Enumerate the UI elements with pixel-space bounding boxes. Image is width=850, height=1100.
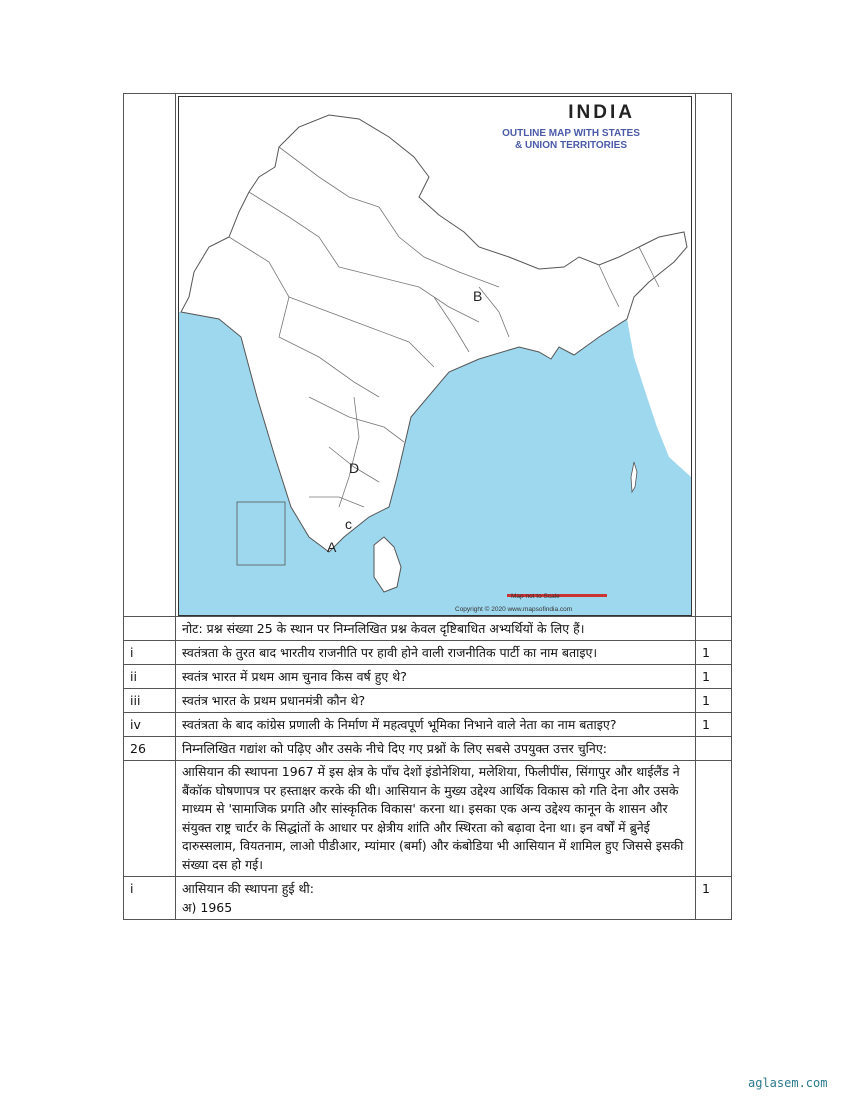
question-marks: 1: [696, 665, 732, 689]
map-cell: [176, 94, 696, 617]
map-label-a: A: [327, 539, 337, 555]
q26-sub-option: अ) 1965: [182, 900, 233, 915]
question-number: iii: [124, 689, 176, 713]
map-scale-note: Map not to Scale: [511, 593, 560, 600]
question-marks: 1: [696, 713, 732, 737]
question-marks: 1: [696, 689, 732, 713]
question-number: iv: [124, 713, 176, 737]
map-marks-cell: [696, 94, 732, 617]
footer-watermark: aglasem.com: [748, 1076, 828, 1090]
map-subtitle: [471, 128, 671, 152]
question-row: [124, 689, 732, 713]
map-num-cell: [124, 94, 176, 617]
map-row: [124, 94, 732, 617]
question-row: [124, 641, 732, 665]
q26-passage-row: [124, 761, 732, 877]
question-text: स्वतंत्रता के बाद कांग्रेस प्रणाली के निर्माण में महत्वपूर्ण भूमिका निभाने वाले नेता का नाम बताइए?: [176, 713, 696, 737]
map-subtitle-line1: OUTLINE MAP WITH STATES: [502, 128, 640, 139]
map-copyright: Copyright © 2020 www.mapsofindia.com: [455, 606, 573, 613]
map-label-d: D: [349, 460, 360, 476]
q26-sub-number: i: [124, 877, 176, 920]
note-row: [124, 617, 732, 641]
map-subtitle-line2: & UNION TERRITORIES: [514, 140, 628, 151]
question-paper-table: [123, 93, 732, 920]
note-text: नोट: प्रश्न संख्या 25 के स्थान पर निम्नलिखित प्रश्न केवल दृष्टिबाधित अभ्यर्थियों के लिए हैं।: [176, 617, 696, 641]
question-number: i: [124, 641, 176, 665]
question-number: ii: [124, 665, 176, 689]
q26-sub-marks: 1: [696, 877, 732, 920]
question-text: स्वतंत्र भारत में प्रथम आम चुनाव किस वर्ष हुए थे?: [176, 665, 696, 689]
question-text: स्वतंत्र भारत के प्रथम प्रधानमंत्री कौन थे?: [176, 689, 696, 713]
question-row: [124, 713, 732, 737]
india-outline-map: [178, 96, 692, 616]
q26-sub-cell: [176, 877, 696, 920]
map-label-c: c: [345, 516, 352, 532]
q26-header-row: [124, 737, 732, 761]
q26-number: 26: [124, 737, 176, 761]
q26-passage: आसियान की स्थापना 1967 में इस क्षेत्र के पाँच देशों इंडोनेशिया, मलेशिया, फिलीपींस, सिंगापुर और थाईलैंड ने बैंकॉक घोषणापत्र पर हस्ताक्षर करके की थी। आसियान के मुख्य उद्देश्य आर्थिक विकास को गति देना और उसके माध्यम से 'सामाजिक प्रगति और सांस्कृतिक विकास' करना था। इसका एक अन्य उद्देश्य कानून के शासन और संयुक्त राष्ट्र चार्टर के सिद्धांतों के आधार पर क्षेत्रीय शांति और स्थिरता को बढ़ावा देना था। इन वर्षों में ब्रुनेई दारुस्सलाम, वियतनाम, लाओ पीडीआर, म्यांमार (बर्मा) और कंबोडिया भी आसियान में शामिल हुए जिससे इसकी संख्या दस हो गई।: [176, 761, 696, 877]
q26-instruction: निम्नलिखित गद्यांश को पढ़िए और उसके नीचे दिए गए प्रश्नों के लिए सबसे उपयुक्त उत्तर चुनिए:: [176, 737, 696, 761]
map-label-b: B: [473, 288, 483, 304]
question-marks: 1: [696, 641, 732, 665]
q26-sub-row: [124, 877, 732, 920]
question-text: स्वतंत्रता के तुरत बाद भारतीय राजनीति पर हावी होने वाली राजनीतिक पार्टी का नाम बताइए।: [176, 641, 696, 665]
q26-sub-question: आसियान की स्थापना हुई थी:: [182, 881, 314, 896]
map-title: INDIA: [568, 102, 635, 123]
question-row: [124, 665, 732, 689]
map-drawing: [179, 97, 691, 615]
